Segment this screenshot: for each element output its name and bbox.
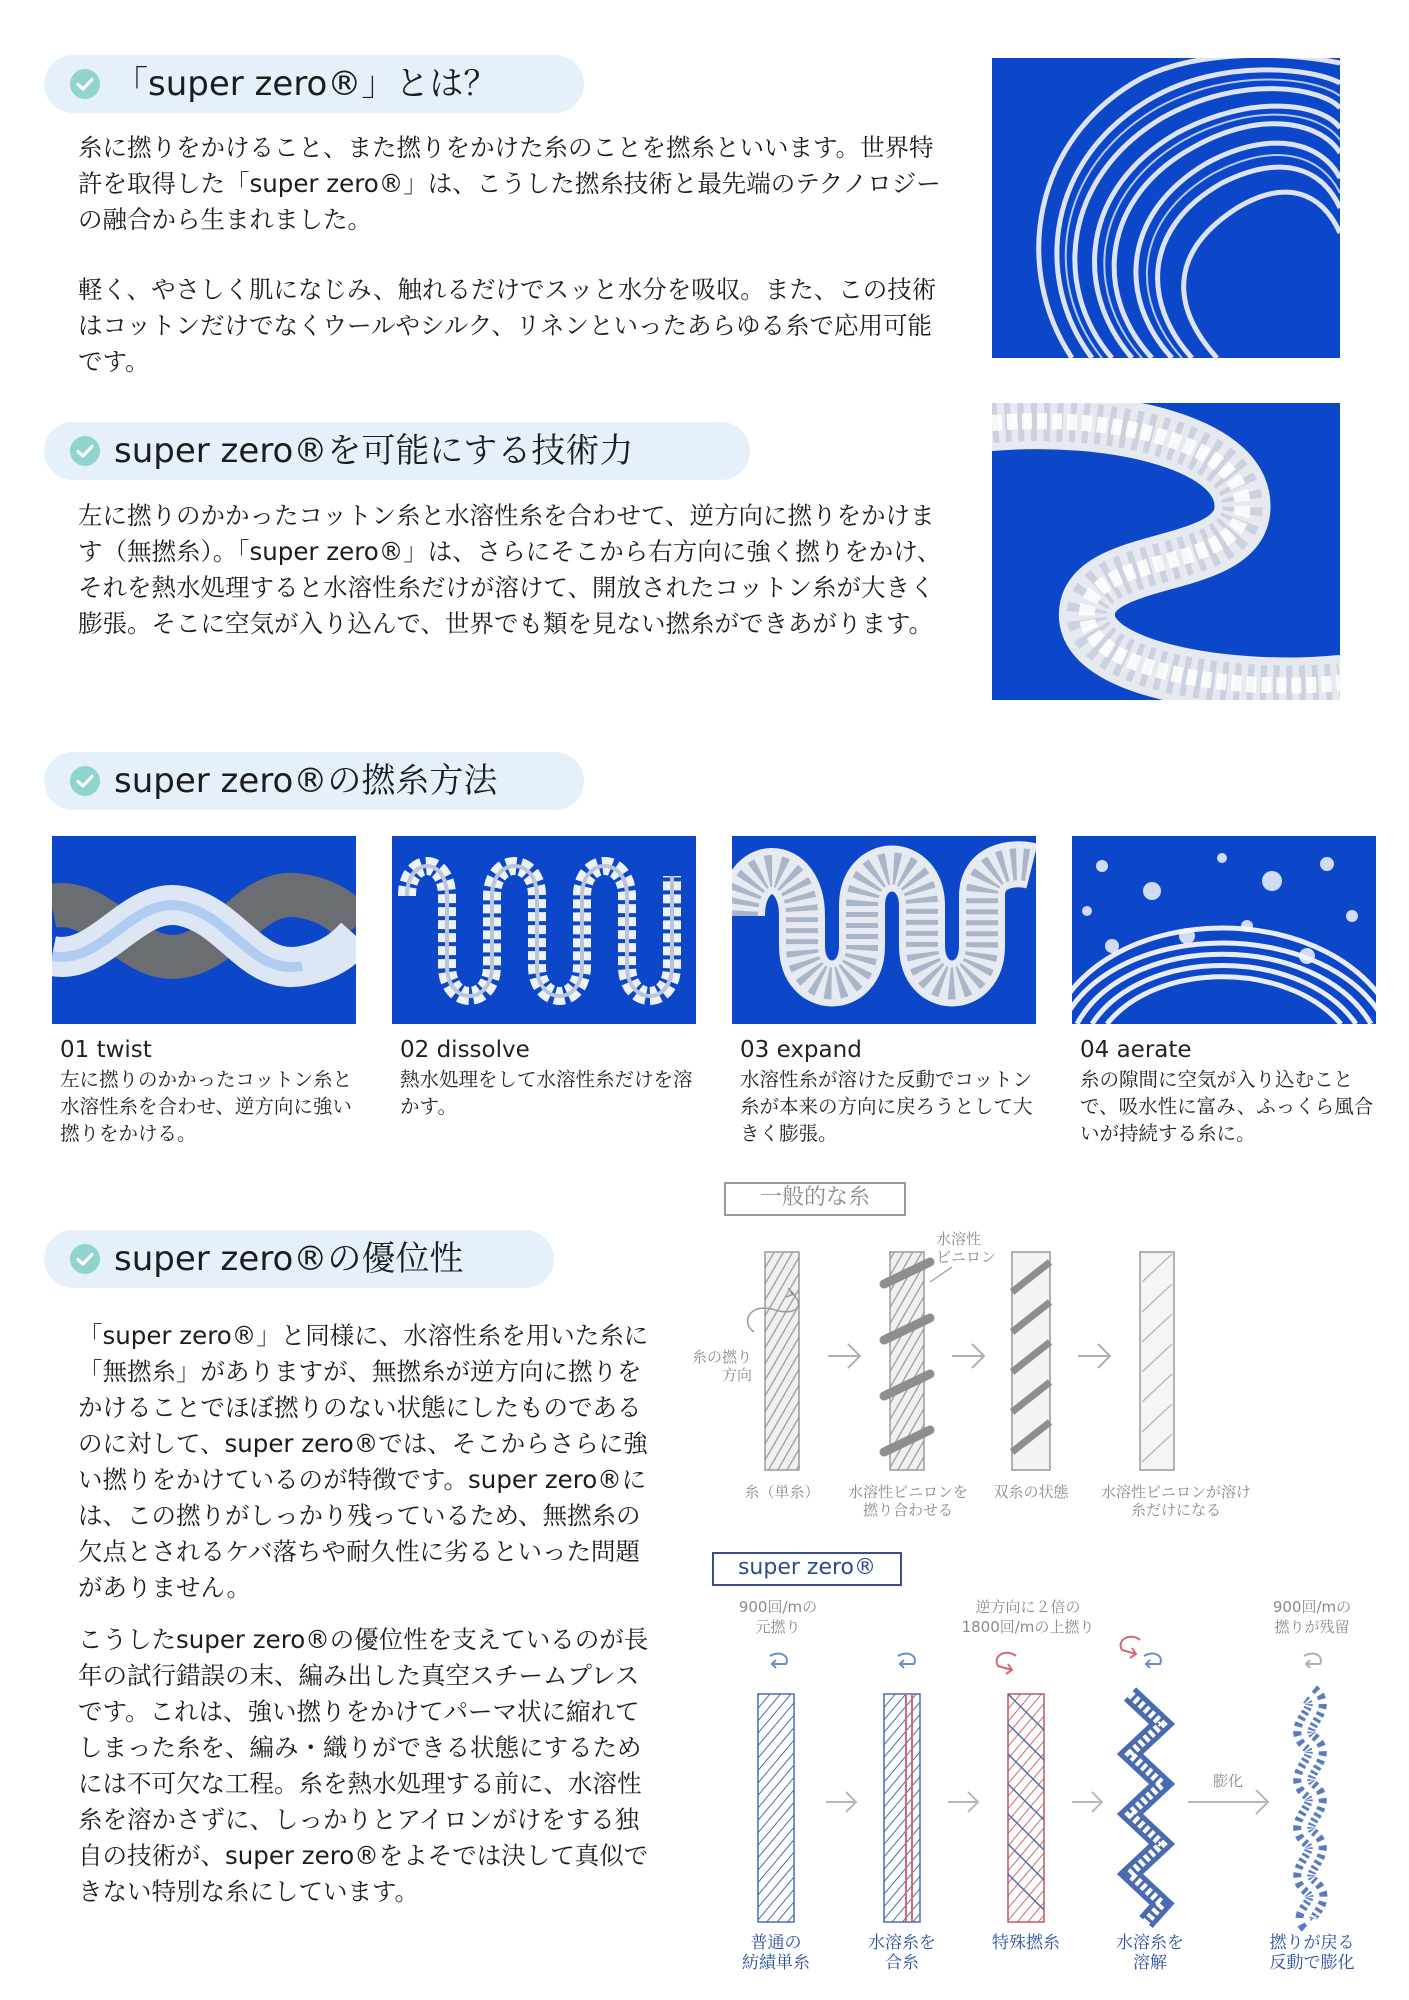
section-heading-method xyxy=(44,752,584,810)
annotation-twist-line1: 糸の撚り xyxy=(691,1348,752,1366)
annotation-vinylon-line1: 水溶性 xyxy=(936,1230,982,1248)
section-heading-advantage xyxy=(44,1230,554,1288)
intro-paragraph-2: 軽く、やさしく肌になじみ、触れるだけでスッと水分を吸収。また、この技術はコットンだけでなくウールやシルク、リネンといったあらゆる糸で応用可能です。 xyxy=(78,275,937,376)
caption-spun-1: 普通の xyxy=(750,1933,802,1953)
arrow-right-icon xyxy=(952,1344,984,1368)
section-title: 「super zero®」とは？ xyxy=(114,64,498,104)
advantage-paragraph-2: こうしたsuper zero®の優位性を支えているのが長年の試行錯誤の末、編み出した真空スチームプレスです。これは、強い撚りをかけてパーマ状に縮れてしまった糸を、編み・織りができる状態にするためには不可欠な工程。糸を熱水処理する前に、水溶性糸を溶かさずに、しっかりとアイロンがけをする独自の技術が、super zero®をよそでは決して真似できない特別な糸にしています。 xyxy=(78,1625,649,1906)
yarn-photo-fibers xyxy=(992,58,1340,358)
diagram-general-yarn xyxy=(680,1222,1280,1522)
caption-dissolved-2: 糸だけになる xyxy=(1130,1501,1222,1519)
check-icon xyxy=(70,1244,100,1274)
label-original-twist-1: 900回/mの xyxy=(738,1598,818,1616)
twist-direction-icon xyxy=(1144,1654,1161,1668)
arrow-right-icon xyxy=(1072,1792,1102,1812)
twist-direction-icon xyxy=(770,1654,787,1668)
step-image-twist xyxy=(52,836,356,1024)
step-description: 左に撚りのかかったコットン糸と水溶性糸を合わせ、逆方向に強い撚りをかける。 xyxy=(60,1068,353,1145)
arrow-right-icon xyxy=(948,1792,978,1812)
step-image-dissolve xyxy=(392,836,696,1024)
caption-combine-1: 水溶糸を xyxy=(868,1933,936,1953)
technology-paragraph: 左に撚りのかかったコットン糸と水溶性糸を合わせて、逆方向に撚りをかけます（無撚糸）。「super zero®」は、さらにそこから右方向に強く撚りをかけ、それを熱水処理すると水溶性糸だけが溶けて、開放されたコットン糸が大きく膨張。そこに空気が入り込んで、世界でも類を見ない撚糸ができあがります。 xyxy=(78,501,942,638)
twist-direction-icon xyxy=(898,1654,915,1668)
label-reverse-twist-2: 1800回/mの上撚り xyxy=(961,1618,1095,1636)
diagram-label-superzero: super zero® xyxy=(712,1552,902,1586)
advantage-paragraph-1: 「super zero®」と同様に、水溶性糸を用いた糸に「無撚糸」がありますが、無撚糸が逆方向に撚りをかけることでほぼ撚りのない状態にしたものであるのに対して、super zero®では、そこからさらに強い撚りをかけているのが特徴です。super zero®には、この撚りがしっかり残っているため、無撚糸の欠点とされるケバ落ちや耐久性に劣るといった問題がありません。 xyxy=(78,1321,649,1602)
section-title: super zero®の優位性 xyxy=(114,1239,464,1279)
diagram-superzero-yarn xyxy=(700,1590,1390,1985)
step-label: 01 twist xyxy=(60,1037,152,1063)
caption-double: 双糸の状態 xyxy=(993,1483,1069,1501)
caption-expand-1: 撚りが戻る xyxy=(1269,1933,1355,1953)
label-reverse-twist-1: 逆方向に２倍の xyxy=(975,1598,1081,1616)
caption-twist-vinylon-1: 水溶性ビニロンを xyxy=(847,1483,969,1501)
step-description: 糸の隙間に空気が入り込むことで、吸水性に富み、ふっくら風合いが持続する糸に。 xyxy=(1080,1068,1374,1145)
diagram-label-general: 一般的な糸 xyxy=(724,1182,906,1216)
twist-direction-icon xyxy=(997,1653,1016,1674)
arrow-right-icon xyxy=(826,1792,856,1812)
annotation-twist-line2: 方向 xyxy=(721,1366,752,1384)
caption-dissolve-2: 溶解 xyxy=(1133,1953,1167,1973)
check-icon xyxy=(70,766,100,796)
caption-expand-2: 反動で膨化 xyxy=(1269,1953,1355,1973)
arrow-right-icon xyxy=(1188,1790,1268,1814)
step-image-aerate xyxy=(1072,836,1376,1024)
check-icon xyxy=(70,436,100,466)
check-icon xyxy=(70,69,100,99)
caption-dissolve-1: 水溶糸を xyxy=(1116,1933,1184,1953)
annotation-vinylon-line2: ビニロン xyxy=(936,1248,997,1266)
arrow-right-icon xyxy=(828,1344,860,1368)
step-description: 熱水処理をして水溶性糸だけを溶かす。 xyxy=(400,1068,693,1118)
label-remaining-twist-1: 900回/mの xyxy=(1272,1598,1352,1616)
twist-direction-icon xyxy=(1304,1654,1321,1668)
intro-paragraph-1: 糸に撚りをかけること、また撚りをかけた糸のことを撚糸といいます。世界特許を取得した「super zero®」は、こうした撚糸技術と最先端のテクノロジーの融合から生まれました。 xyxy=(78,133,941,234)
expand-label: 膨化 xyxy=(1212,1772,1244,1790)
step-label: 02 dissolve xyxy=(400,1037,530,1063)
step-label: 03 expand xyxy=(740,1037,862,1063)
caption-combine-2: 合糸 xyxy=(885,1953,919,1973)
caption-single: 糸（単糸） xyxy=(744,1483,820,1501)
section-heading-technology xyxy=(44,422,750,480)
twist-direction-icon xyxy=(1121,1637,1140,1658)
section-title: super zero®の撚糸方法 xyxy=(114,761,498,801)
caption-spun-2: 紡績単糸 xyxy=(742,1953,810,1973)
label-original-twist-2: 元撚り xyxy=(755,1618,801,1636)
caption-twist-vinylon-2: 撚り合わせる xyxy=(862,1501,954,1519)
caption-dissolved-1: 水溶性ビニロンが溶け xyxy=(1100,1483,1252,1501)
step-label: 04 aerate xyxy=(1080,1037,1192,1063)
section-title: super zero®を可能にする技術力 xyxy=(114,431,634,471)
step-image-expand xyxy=(732,836,1036,1024)
yarn-photo-wave xyxy=(992,403,1340,700)
section-heading-about xyxy=(44,55,584,113)
caption-special: 特殊撚糸 xyxy=(992,1933,1060,1953)
arrow-right-icon xyxy=(1078,1344,1110,1368)
label-remaining-twist-2: 撚りが残留 xyxy=(1274,1618,1350,1636)
step-description: 水溶性糸が溶けた反動でコットン糸が本来の方向に戻ろうとして大きく膨張。 xyxy=(740,1068,1033,1145)
